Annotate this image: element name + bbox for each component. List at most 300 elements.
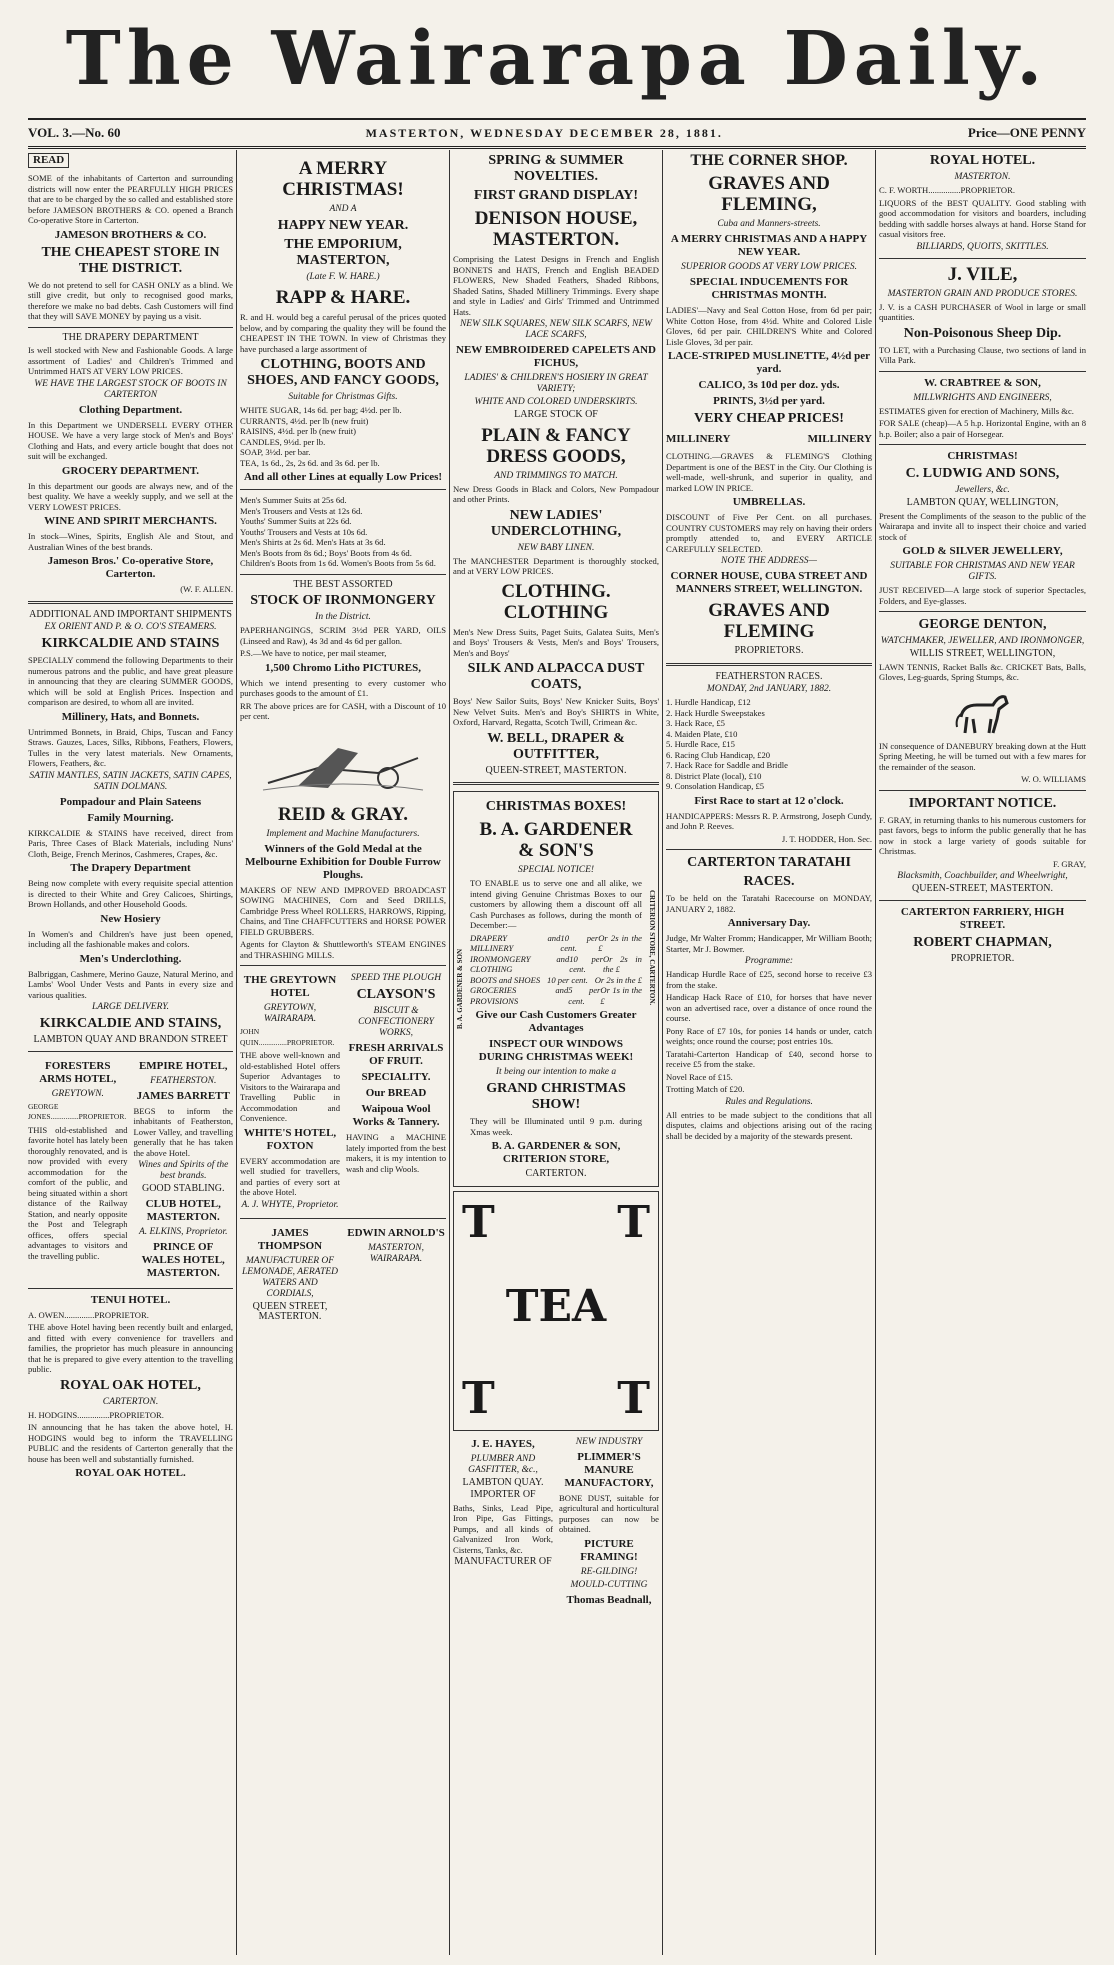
claysons-heading: CLAYSON'S	[356, 987, 436, 1002]
price-item: CURRANTS, 4½d. per lb (new fruit)	[240, 415, 369, 426]
suit-item: Youths' Trousers and Vests at 10s 6d.	[240, 526, 368, 537]
thompson-street: QUEEN STREET, MASTERTON.	[252, 1300, 328, 1322]
divider	[28, 327, 233, 328]
price-item: RAISINS, 4½d. per lb (new fruit)	[240, 426, 356, 436]
denison-heading: DENISON HOUSE, MASTERTON.	[474, 208, 638, 250]
mould-cutting: MOULD-CUTTING	[570, 1579, 648, 1590]
tea-center: TEA	[505, 1280, 607, 1332]
discount-item: BOOTS and SHOES	[470, 974, 541, 985]
col2-small-ads	[240, 971, 446, 1213]
discount-list	[470, 933, 642, 1007]
race-item: 1. Hurdle Handicap, £12	[666, 697, 751, 707]
whites-text: EVERY accommodation are well studied for travellers, and parties of every sort at the above Hotel.	[240, 1155, 340, 1197]
hayes-heading: J. E. HAYES,	[471, 1437, 535, 1450]
discount-rate: Or 2s in the £	[598, 932, 642, 953]
dust-coats-heading: SILK AND ALPACCA DUST COATS,	[467, 661, 645, 692]
underclothing-heading: Men's Underclothing.	[79, 952, 182, 965]
shipments-heading: ADDITIONAL AND IMPORTANT SHIPMENTS	[29, 608, 232, 620]
empire-town: FEATHERSTON.	[150, 1075, 217, 1086]
jameson-store-heading: Jameson Bros.' Co-operative Store, Carterton.	[47, 555, 214, 580]
dust-coats-text: Boys' New Sailor Suits, Boys' New Knicker Suits, Boys' New Velvet Suits. Men's and Boy's SHIRTS in White, Oxford, Harvard, Regatta, Scotch Twill, Crimean &c.	[453, 696, 659, 727]
millinery-heading: Millinery, Hats, and Bonnets.	[61, 710, 200, 723]
hack-race: Handicap Hack Race of £10, for horses that have never won an advertised race, over a distance of once round the course.	[666, 992, 872, 1023]
divider	[879, 900, 1086, 901]
picture-framing: PICTURE FRAMING!	[580, 1537, 638, 1563]
pony-race: Pony Race of £7 10s, for ponies 14 hands or under, catch weights; once round the course; post entries 10s.	[666, 1025, 872, 1046]
chapman-proprietor: PROPRIETOR.	[950, 952, 1015, 964]
christmas-boxes-heading: CHRISTMAS BOXES!	[485, 799, 627, 814]
clothing-boots-heading: CLOTHING, BOOTS AND SHOES, AND FANCY GOODS,	[247, 357, 439, 388]
carterton-taratahi-heading: CARTERTON TARATAHI	[687, 855, 851, 870]
claysons-ad	[346, 971, 446, 1213]
millinery-right: MILLINERY	[807, 433, 872, 445]
family-text: KIRKCALDIE & STAINS have received, direct from Paris, Three Cases of Black Materials, including Nuns' Cloth, Beige, French Merinos, Cashmeres, Crapes, &c.	[28, 827, 233, 859]
regilding: RE-GILDING!	[580, 1566, 638, 1577]
christmas-heading: CHRISTMAS!	[947, 450, 1018, 462]
prince-heading: PRINCE OF WALES HOTEL, MASTERTON.	[141, 1240, 225, 1279]
millwrights: MILLWRIGHTS AND ENGINEERS,	[913, 392, 1052, 403]
greytown-hotel-proprietor: JOHN QUIN...............PROPRIETOR.	[240, 1027, 335, 1047]
suit-item: Men's Boots from 8s 6d.; Boys' Boots from 4s 6d.	[240, 547, 412, 558]
allen-signature: (W. F. ALLEN.	[180, 584, 233, 594]
side-text-right: CRITERION STORE, CARTERTON.	[648, 890, 656, 1006]
grocery-heading: GROCERY DEPARTMENT.	[61, 464, 200, 477]
discount-item: IRONMONGERY and CLOTHING	[470, 953, 570, 974]
masthead	[0, 0, 1114, 118]
trotting-match: Trotting Match of £20.	[666, 1084, 745, 1094]
tenui-text: THE above Hotel having been recently built and enlarged, and fitted with every convenience for travellers and families, the proprietor has much pleasure in announcing that he is prepared to give every attention to the travelling public.	[28, 1322, 233, 1374]
price-item: WHITE SUGAR, 14s 6d. per bag; 4½d. per lb.	[240, 405, 402, 415]
clothing-text: In this Department we UNDERSELL EVERY OTHER HOUSE. We have a very large stock of Men's and Boys' Clothing and Hats, and every article bought that does not suit will be exchanged.	[28, 419, 233, 461]
muslinette: LACE-STRIPED MUSLINETTE, 4½d per yard.	[667, 350, 870, 375]
divider	[28, 1288, 233, 1289]
discount-percent: 10 per cent.	[547, 974, 588, 985]
price-item: SOAP, 3½d. per bar.	[240, 447, 311, 457]
gardener-ad	[453, 791, 659, 1187]
featherston-races-heading: FEATHERSTON RACES.	[715, 670, 823, 682]
speciality: SPECIALITY.	[361, 1071, 431, 1083]
divider	[240, 489, 446, 490]
chromo-heading: 1,500 Chromo Litho PICTURES,	[265, 661, 421, 674]
suit-list	[240, 495, 446, 569]
bell-street: QUEEN-STREET, MASTERTON.	[485, 764, 627, 776]
discount-item: DRAPERY and MILLINERY	[470, 932, 561, 953]
tenui-heading: TENUI HOTEL.	[90, 1293, 171, 1306]
pompadour-heading: Pompadour and Plain Sateens	[59, 795, 202, 808]
calico: CALICO, 3s 10d per doz. yds.	[698, 379, 840, 391]
gardener-text: TO ENABLE us to serve one and all alike, we intend giving Genuine Christmas Boxes to our customers by allowing them a discount off all Cash Purchases as follows, during the month of December:—	[470, 878, 642, 930]
rules-text: All entries to be made subject to the conditions that all disputes, claims and objections arising out of the racing shall be decided by a majority of the stewards present.	[666, 1109, 872, 1141]
discount-item: GROCERIES and PROVISIONS	[470, 985, 569, 1006]
manchester-text: The MANCHESTER Department is thoroughly stocked, and at VERY LOW PRICES.	[453, 555, 659, 576]
underclothing-heading: NEW LADIES' UNDERCLOTHING,	[490, 507, 622, 539]
column-rule	[662, 150, 663, 1955]
column-rule	[875, 150, 876, 1955]
race-date: MONDAY, 2nd JANUARY, 1882.	[706, 684, 832, 694]
underclothing-text: Balbriggan, Cashmere, Merino Gauze, Natural Merino, and Lambs' Wool Under Vests and Pants in every size and various qualities.	[28, 968, 233, 1000]
corner-shop-heading: THE CORNER SHOP.	[690, 152, 848, 169]
greytown-hotel-town: GREYTOWN, WAIRARAPA.	[263, 1003, 317, 1024]
clothing-text: CLOTHING.—GRAVES & FLEMING'S Clothing Department is one of the BEST in the City. Our Clothing is well-made, well-shrunk, and superior in quality, and marked LOW IN PRICE.	[666, 451, 872, 493]
willis-street: WILLIS STREET, WELLINGTON,	[909, 648, 1056, 659]
ludwig-text: Present the Compliments of the season to the public of the Wairarapa and invite all to inspect their choice and varied stock of	[879, 510, 1086, 542]
prints: PRINTS, 3½d per yard.	[713, 395, 825, 407]
column-rule	[449, 150, 450, 1955]
judge-line: Judge, Mr Walter Fromm; Handicapper, Mr William Booth; Starter, Mr J. Bowmer.	[666, 933, 872, 954]
new-silk: NEW SILK SQUARES, NEW SILK SCARFS, NEW LACE SCARFS,	[459, 319, 653, 340]
divider	[28, 601, 233, 604]
denton-text: LAWN TENNIS, Racket Balls &c. CRICKET Bats, Balls, Gloves, Leg-guards, Spring Stumps, &c.	[879, 661, 1086, 682]
cheapest-store-heading: THE CHEAPEST STORE IN THE DISTRICT.	[41, 244, 220, 276]
suit-item: Men's Summer Suits at 25s 6d.	[240, 495, 347, 505]
discount-percent: 10 per cent.	[569, 953, 603, 974]
gardener-heading: B. A. GARDENER & SON'S	[479, 819, 633, 861]
foresters-heading: FORESTERS ARMS HOTEL,	[39, 1059, 117, 1085]
agents-text: Agents for Clayton & Shuttleworth's STEAM ENGINES and THRASHING MILLS.	[240, 939, 446, 960]
denison-text: Comprising the Latest Designs in French and English BONNETS and HATS, French and English BEADED FLOWERS, New Shaded Feathers, Shaded Ribbons, Shaded Satins, Shaded Millinery Trimmings. Every shape and style in Ladies' and Girls' Trimmed and Untrimmed Hats.	[453, 254, 659, 317]
royal-oak-town: CARTERTON.	[102, 1396, 159, 1407]
plimmer-ad	[559, 1435, 659, 1610]
illuminated-line: They will be Illuminated until 9 p.m. during Xmas week.	[470, 1116, 642, 1137]
tea-ad	[453, 1191, 659, 1431]
divider	[879, 371, 1086, 372]
christmas-gifts: Suitable for Christmas Gifts.	[288, 392, 398, 402]
volume-number: VOL. 3.—No. 60	[28, 125, 121, 140]
discount-row	[470, 954, 642, 975]
divider	[453, 782, 659, 785]
tea-t-bottom-left: T	[462, 1372, 495, 1424]
ladies-text: LADIES'—Navy and Seal Cotton Hose, from 6d per pair; White Cotton Hose, from 4½d. White and Colored Lisle Gloves, 6d per pair. CHILDREN'S White and Colored Lisle Gloves, 3d per pair.	[666, 305, 872, 347]
divider	[879, 790, 1086, 791]
vile-stores: MASTERTON GRAIN AND PRODUCE STORES.	[887, 288, 1078, 299]
intention-line: It being our intention to make a	[495, 1067, 617, 1077]
speed-plough: SPEED THE PLOUGH	[350, 973, 442, 983]
empire-ad	[134, 1057, 234, 1283]
issue-date: MASTERTON, WEDNESDAY DECEMBER 28, 1881.	[365, 125, 723, 140]
suit-item: Youths' Summer Suits at 22s 6d.	[240, 516, 352, 526]
satin-line: SATIN MANTLES, SATIN JACKETS, SATIN CAPES, SATIN DOLMANS.	[29, 770, 232, 792]
rapp-text: R. and H. would beg a careful perusal of the prices quoted below, and by comparing the quality they will be found the CHEAPEST IN THE TOWN. In view of Christmas they have purchased a large assortment of	[240, 312, 446, 354]
column-rule	[236, 150, 237, 1955]
drapery-dept-heading: The Drapery Department	[70, 862, 191, 874]
graves-footer: GRAVES AND FLEMING	[708, 600, 830, 642]
arnold-town: MASTERTON, WAIRARAPA.	[367, 1242, 425, 1264]
new-dress-text: New Dress Goods in Black and Colors, New Pompadour and other Prints.	[453, 483, 659, 504]
for-sale: FOR SALE (cheap)—A 5 h.p. Horizontal Engine, with an 8 h.p. Boiler; also a pair of Horsegear.	[879, 418, 1086, 439]
newspaper-title: The Wairarapa Daily.	[65, 16, 1049, 102]
clothing-heading: CLOTHING. CLOTHING	[501, 580, 611, 623]
cash-note: RR The above prices are for CASH, with a Discount of 10 per cent.	[240, 700, 446, 721]
suit-item: Men's Shirts at 2s 6d. Men's Hats at 3s 6d.	[240, 537, 386, 547]
royal-oak-proprietor: H. HODGINS...............PROPRIETOR.	[28, 1409, 164, 1420]
price-item: CANDLES, 9½d. per lb.	[240, 436, 326, 447]
williams-signature: W. O. WILLIAMS	[1021, 774, 1086, 784]
danebury-text: IN consequence of DANEBURY breaking down at the Hutt Spring Meeting, he will be turned out with a few mares for the remainder of the season.	[879, 740, 1086, 772]
boots-heading: WE HAVE THE LARGEST STOCK OF BOOTS IN CARTERTON	[34, 378, 227, 400]
clothing-heading: Clothing Department.	[78, 403, 183, 416]
capelets: NEW EMBROIDERED CAPELETS AND FICHUS,	[456, 344, 656, 369]
empire-heading: EMPIRE HOTEL,	[138, 1059, 228, 1072]
first-race: First Race to start at 12 o'clock.	[694, 794, 844, 807]
hayes-ad	[453, 1435, 553, 1610]
tea-t-bottom-right: T	[617, 1372, 650, 1424]
race-item: 6. Racing Club Handicap, £20	[666, 749, 771, 760]
district-line: In the District.	[315, 612, 371, 622]
hotel-ads	[28, 1057, 233, 1283]
denton-heading: GEORGE DENTON,	[918, 617, 1047, 632]
special-notice: SPECIAL NOTICE!	[517, 865, 595, 875]
read-label: READ	[28, 153, 69, 168]
novel-race: Novel Race of £15.	[666, 1071, 733, 1082]
hurdle-race: Handicap Hurdle Race of £25, second horse to receive £3 from the stake.	[666, 969, 872, 990]
happy-new-year: HAPPY NEW YEAR.	[277, 218, 409, 233]
horse-illustration	[953, 687, 1013, 737]
important-notice-heading: IMPORTANT NOTICE.	[908, 795, 1057, 811]
royal-oak-text: IN announcing that he has taken the above hotel, H. HODGINS would beg to inform the TRAVELLING PUBLIC and the residents of Carterton generally that the house has been well and substantially furnished.	[28, 1422, 233, 1464]
spring-summer-heading: SPRING & SUMMER NOVELTIES.	[488, 153, 624, 184]
farriery-heading: CARTERTON FARRIERY, HIGH STREET.	[900, 905, 1065, 931]
low-prices-line: And all other Lines at equally Low Prices!	[243, 471, 443, 483]
waipoua-text: HAVING a MACHINE lately imported from the best makers, it is my intention to wash and clip Wools.	[346, 1132, 446, 1174]
hodder-signature: J. T. HODDER, Hon. Sec.	[781, 833, 872, 844]
emporium-heading: THE EMPORIUM, MASTERTON,	[284, 237, 402, 268]
merry-christmas: A MERRY CHRISTMAS AND A HAPPY NEW YEAR.	[670, 233, 868, 258]
programme-label: Programme:	[744, 956, 794, 966]
our-bread: Our BREAD	[365, 1087, 427, 1099]
tea-t-top-right: T	[617, 1196, 650, 1248]
ludwig-address: LAMBTON QUAY, WELLINGTON,	[906, 497, 1059, 508]
ladies-hosiery: LADIES' & CHILDREN'S HOSIERY IN GREAT VARIETY;	[464, 373, 648, 394]
crabtree-heading: W. CRABTREE & SON,	[924, 376, 1041, 389]
umbrellas: UMBRELLAS.	[732, 496, 806, 508]
late-hare: (Late F. W. HARE.)	[306, 272, 380, 282]
vile-text: J. V. is a CASH PURCHASER of Wool in large or small quantities.	[879, 301, 1086, 322]
proprietors: PROPRIETORS.	[734, 645, 804, 656]
greytown-hotel-ad	[240, 971, 340, 1213]
arnold-ad	[346, 1224, 446, 1325]
note-address: NOTE THE ADDRESS—	[721, 556, 817, 566]
corner-house-address: CORNER HOUSE, CUBA STREET AND MANNERS STREET, WELLINGTON.	[670, 570, 868, 595]
foresters-proprietor: GEORGE JONES...............PROPRIETOR.	[28, 1101, 127, 1121]
millinery-left: MILLINERY	[666, 433, 731, 445]
whites-proprietor: A. J. WHYTE, Proprietor.	[241, 1199, 339, 1210]
large-stock: LARGE STOCK OF	[514, 409, 598, 420]
anniversary-day: Anniversary Day.	[727, 917, 811, 929]
trimmings: AND TRIMMINGS TO MATCH.	[494, 470, 618, 481]
inspect-windows: INSPECT OUR WINDOWS DURING CHRISTMAS WEEK!	[478, 1038, 634, 1063]
first-display-heading: FIRST GRAND DISPLAY!	[473, 188, 639, 203]
greater-advantages: Give our Cash Customers Greater Advantages	[475, 1009, 637, 1034]
new-industry: NEW INDUSTRY	[575, 1436, 643, 1447]
column-2	[240, 150, 446, 1955]
clothing-text: Men's New Dress Suits, Paget Suits, Galatea Suits, Men's and Boys' Trousers & Vests, Men's and Boys' Trousers, Men's and Boys'	[453, 626, 659, 658]
ps-line: P.S.—We have to notice, per mail steamer,	[240, 648, 387, 658]
side-text-left: B. A. GARDENER & SON	[456, 949, 464, 1030]
column-5	[879, 150, 1086, 1955]
blacksmith: Blacksmith, Coachbuilder, and Wheelwright,	[897, 871, 1068, 881]
beadnall-heading: Thomas Beadnall,	[566, 1593, 652, 1606]
baby-linen: NEW BABY LINEN.	[517, 542, 595, 553]
estimates: ESTIMATES given for erection of Machinery, Mills &c.	[879, 405, 1074, 416]
divider	[666, 663, 872, 666]
special-inducements: SPECIAL INDUCEMENTS FOR CHRISTMAS MONTH.	[689, 276, 849, 301]
family-heading: Family Mourning.	[87, 811, 174, 824]
race-item: 2. Hack Hurdle Sweepstakes	[666, 707, 765, 718]
makers-text: MAKERS OF NEW AND IMPROVED BROADCAST SOWING MACHINES, Corn and Seed DRILLS, Cambridge Press Wheel ROLLERS, HARROWS, Ripping, Chains, and Tine CHAFFCUTTERS and HORSE POWER FIELD GRUBBERS.	[240, 884, 446, 937]
ironmongery-heading: STOCK OF IRONMONGERY	[250, 593, 436, 608]
discount-percent: 10 per cent.	[560, 932, 599, 953]
bell-heading: W. BELL, DRAPER & OUTFITTER,	[487, 730, 625, 762]
millinery-text: Untrimmed Bonnets, in Braid, Chips, Tuscan and Fancy Straws. Gauzes, Laces, Silks, Ribbons, Feathers, Flowers, Tulles in the very latest materials. New Ornaments, Flowers, Feathers, &c.	[28, 726, 233, 768]
watchmaker: WATCHMAKER, JEWELLER, AND IRONMONGER,	[880, 636, 1085, 646]
kirkcaldie-heading: KIRKCALDIE AND STAINS	[41, 636, 220, 651]
merry-christmas-heading: A MERRY CHRISTMAS!	[282, 158, 404, 200]
col3-bottom-ads	[453, 1435, 659, 1610]
divider	[879, 258, 1086, 259]
graves-heading: GRAVES AND FLEMING,	[708, 173, 830, 215]
implement-line: Implement and Machine Manufacturers.	[266, 828, 420, 839]
whites-heading: WHITE'S HOTEL, FOXTON	[243, 1126, 337, 1152]
hayes-place: LAMBTON QUAY.	[462, 1476, 544, 1488]
discount-rate: Or 1s in the £	[600, 985, 642, 1006]
discount-text: DISCOUNT of Five Per Cent. on all purchases. COUNTRY CUSTOMERS may rely on having their orders promptly attended to, and EVERY ARTICLE CAREFULLY SELECTED.	[666, 512, 872, 554]
ludwig-heading: C. LUDWIG AND SONS,	[905, 466, 1060, 481]
best-assorted: THE BEST ASSORTED	[293, 578, 393, 590]
drapery-text: Is well stocked with New and Fashionable Goods. A large assortment of Ladies' and Children's Trimmed and Untrimmed HATS AT VERY LOW PRICES.	[28, 345, 233, 376]
tenui-proprietor: A. OWEN..............PROPRIETOR.	[28, 1309, 149, 1320]
jameson-heading: JAMESON BROTHERS & CO.	[54, 228, 207, 241]
grocery-text: In this department our goods are always new, and of the best quality. We have a weekly supply, and we sell at the VERY LOWEST PRICES.	[28, 480, 233, 512]
biscuit-works: BISCUIT & CONFECTIONERY WORKS,	[358, 1006, 434, 1038]
jewellers: Jewellers, &c.	[955, 485, 1010, 495]
underskirts: WHITE AND COLORED UNDERSKIRTS.	[474, 397, 638, 407]
races-heading: RACES.	[743, 874, 795, 889]
large-delivery: LARGE DELIVERY.	[91, 1002, 170, 1012]
steamers-line: EX ORIENT AND P. & O. CO'S STEAMERS.	[44, 622, 217, 632]
chromo-text: Which we intend presenting to every customer who purchases goods to the amount of £1.	[240, 677, 446, 698]
column-3	[453, 150, 659, 1955]
race-item: 9. Consolation Handicap, £5	[666, 781, 765, 791]
empire-wines: Wines and Spirits of the best brands.	[138, 1160, 229, 1181]
dress-goods-heading: PLAIN & FANCY DRESS GOODS,	[481, 424, 631, 467]
sheep-dip-heading: Non-Poisonous Sheep Dip.	[903, 325, 1062, 341]
waipoua-heading: Waipoua Wool Works & Tannery.	[352, 1103, 440, 1128]
just-received: JUST RECEIVED—A large stock of superior Spectacles, Folders, and Eye-glasses.	[879, 585, 1086, 606]
gold-jewellery: GOLD & SILVER JEWELLERY,	[902, 545, 1063, 557]
empire-proprietor: JAMES BARRETT	[136, 1089, 230, 1102]
column-4	[666, 150, 872, 1955]
divider	[666, 849, 872, 850]
cuba-streets: Cuba and Manners-streets.	[717, 219, 821, 229]
handicappers: HANDICAPPERS: Messrs R. P. Armstrong, Joseph Cundy, and John P. Reeves.	[666, 810, 872, 831]
criterion-town: CARTERTON.	[525, 1168, 587, 1179]
plimmer-heading: PLIMMER'S MANURE MANUFACTORY,	[564, 1450, 654, 1489]
wine-heading: WINE AND SPIRIT MERCHANTS.	[44, 515, 217, 527]
divider	[879, 611, 1086, 612]
rapp-hare-heading: RAPP & HARE.	[275, 287, 411, 308]
column-1	[28, 150, 233, 1955]
divider	[28, 1051, 233, 1052]
price-item: TEA, 1s 6d., 2s, 2s 6d. and 3s 6d. per lb.	[240, 457, 380, 468]
drapery-dept-text: Being now complete with every requisite special attention is directed to their White and Grey Calicoes, Shirtings, Brown Hollands, and other Household Goods.	[28, 878, 233, 909]
and-a: AND A	[329, 204, 357, 214]
greytown-hotel-heading: THE GREYTOWN HOTEL	[243, 974, 337, 999]
foresters-text: THIS old-established and favorite hotel has lately been thoroughly renovated, and is now provided with every accommodation for the comfort of the public, and being situated within a short distance of the Railway Station, and nearly opposite the Post and Telegraph offices, offers special advantages to visitors and the travelling public.	[28, 1124, 128, 1261]
discount-row	[470, 933, 642, 954]
discount-row	[470, 985, 642, 1006]
vile-heading: J. VILE,	[947, 263, 1018, 285]
race-list	[666, 697, 872, 792]
rules-heading: Rules and Regulations.	[725, 1096, 813, 1107]
plough-illustration	[258, 728, 428, 798]
empire-text: BEGS to inform the inhabitants of Featherston, Lower Valley, and travelling generally that he has taken the above Hotel.	[133, 1105, 233, 1158]
divider	[240, 965, 446, 966]
empire-stabling: GOOD STABLING.	[141, 1183, 225, 1194]
to-be-held: To be held on the Taratahi Racecourse on MONDAY, JANUARY 2, 1882.	[666, 893, 872, 914]
divider	[240, 574, 446, 575]
importer-label: IMPORTER OF	[470, 1489, 536, 1500]
arnold-heading: EDWIN ARNOLD'S	[347, 1226, 445, 1239]
discount-rate: Or 2s in the £	[594, 974, 642, 985]
divider	[240, 1218, 446, 1219]
lemonade-line: MANUFACTURER OF LEMONADE, AERATED WATERS AND CORDIALS,	[241, 1255, 339, 1299]
paperhangings-text: PAPERHANGINGS, SCRIM 3½d PER YARD, OILS (Linseed and Raw), 4s 3d and 4s 6d per gallon.	[240, 625, 446, 646]
billiards: BILLIARDS, QUOITS, SKITTLES.	[916, 241, 1049, 252]
foresters-town: GREYTOWN.	[51, 1088, 104, 1099]
hosiery-text: In Women's and Children's have just been opened, including all the fashionable makes and colors.	[28, 928, 233, 949]
royal-oak-heading: ROYAL OAK HOTEL,	[60, 1377, 201, 1393]
foresters-ad	[28, 1057, 128, 1283]
race-item: 7. Hack Race for Saddle and Bridle	[666, 760, 788, 770]
royal-hotel-town: MASTERTON.	[954, 172, 1011, 182]
cash-text: We do not pretend to sell for CASH ONLY as a blind. We still give credit, but only to recognised good marks, therefore we make no bad debts. Cash Customers will find that they will SAVE MONEY by paying us a visit.	[28, 279, 233, 321]
manufacturer-label: MANUFACTURER OF	[454, 1556, 552, 1567]
taratahi-handicap: Taratahi-Carterton Handicap of £40, second horse to receive £5 from the stake.	[666, 1048, 872, 1069]
discount-percent: 5 per cent.	[568, 985, 601, 1006]
royal-hotel-text: LIQUORS of the BEST QUALITY. Good stabling with good accommodation for visitors and boarders, including bedding with saddle horses always at hand. Horse Stand for casual visitors free.	[879, 197, 1086, 239]
wine-text: In stock—Wines, Spirits, English Ale and Stout, and Australian Wines of the best brands.	[28, 531, 233, 552]
gifts-line: SUITABLE FOR CHRISTMAS AND NEW YEAR GIFTS.	[890, 561, 1075, 582]
race-item: 5. Hurdle Race, £15	[666, 739, 735, 749]
club-proprietor: A. ELKINS, Proprietor.	[138, 1226, 228, 1237]
suit-item: Men's Trousers and Vests at 12s 6d.	[240, 505, 363, 516]
columns	[28, 150, 1086, 1955]
discount-rate: Or 2s in the £	[602, 953, 642, 974]
millinery-row	[666, 430, 872, 449]
reid-gray-heading: REID & GRAY.	[277, 803, 409, 825]
grand-show-heading: GRAND CHRISTMAS SHOW!	[486, 1081, 626, 1112]
superior-goods: SUPERIOR GOODS AT VERY LOW PRICES.	[681, 262, 857, 272]
important-text: F. GRAY, in returning thanks to his numerous customers for past favors, begs to inform the public generally that he has now in stock a large variety of goods suitable for Christmas.	[879, 814, 1086, 856]
thompson-ad	[240, 1224, 340, 1325]
gray-signature: F. GRAY,	[1053, 858, 1086, 869]
hosiery-heading: New Hosiery	[100, 912, 161, 925]
tea-t-top-left: T	[462, 1196, 495, 1248]
fresh-fruit: FRESH ARRIVALS OF FRUIT.	[348, 1042, 444, 1067]
hayes-trade: PLUMBER AND GASFITTER, &c.,	[468, 1453, 538, 1475]
kirkcaldie-text: SPECIALLY commend the following Departments to their numerous patrons and the public, and have great pleasure in announcing that they are clearing SUMMER GOODS, which will be sold at English Prices. Inspection and comparison are desired, to whom all are invited.	[28, 655, 233, 707]
to-let: TO LET, with a Purchasing Clause, two sections of land in Villa Park.	[879, 344, 1086, 365]
bone-dust-text: BONE DUST, suitable for agricultural and horticultural purposes can now be obtained.	[559, 1492, 659, 1534]
chapman-heading: ROBERT CHAPMAN,	[913, 934, 1052, 950]
col2-bottom-ads	[240, 1224, 446, 1325]
dateline	[28, 118, 1086, 149]
discount-row	[470, 975, 642, 986]
very-cheap-heading: VERY CHEAP PRICES!	[694, 411, 844, 426]
greytown-hotel-text: THE above well-known and old-established Hotel offers Superior Advantages to Visitors to the Wairarapa and Travelling Public in Accommodation and Convenience.	[240, 1050, 340, 1123]
royal-oak-footer: ROYAL OAK HOTEL.	[75, 1467, 186, 1479]
royal-hotel-heading: ROYAL HOTEL.	[929, 153, 1036, 168]
